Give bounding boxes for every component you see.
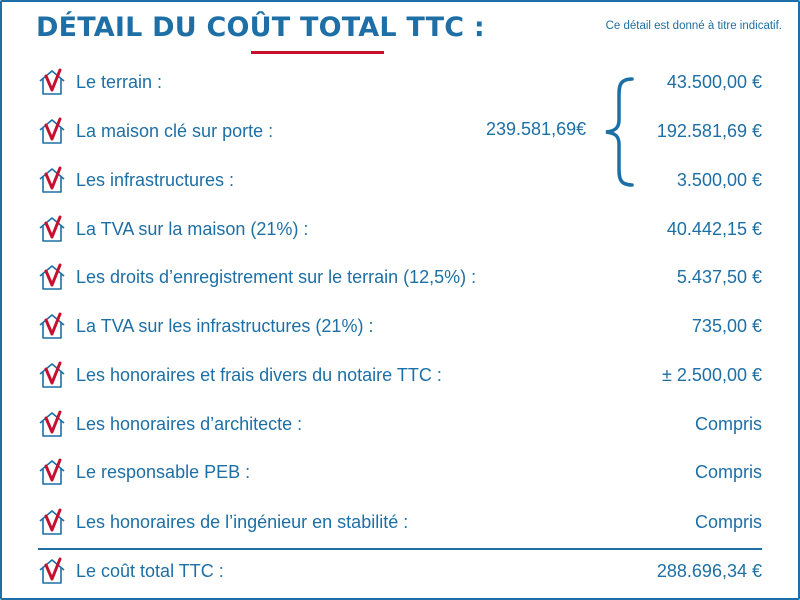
total-value: 288.696,34 €	[656, 560, 762, 581]
cost-row	[38, 409, 762, 439]
cost-label: La maison clé sur porte :	[76, 120, 274, 141]
house-check-icon	[38, 458, 66, 486]
cost-value: Compris	[694, 511, 762, 532]
cost-label: Les droits d’enregistrement sur le terrain (12,5%) :	[76, 266, 477, 287]
title-part-1: DÉTAIL DU COÛT	[36, 12, 300, 43]
cost-value: 40.442,15 €	[666, 218, 762, 239]
house-check-icon	[38, 508, 66, 536]
total-divider	[38, 548, 762, 550]
house-check-icon	[38, 312, 66, 340]
house-check-icon	[38, 361, 66, 389]
page-title	[36, 12, 485, 43]
cost-row	[38, 507, 762, 537]
cost-value: 43.500,00 €	[666, 71, 762, 92]
house-check-icon	[38, 410, 66, 438]
cost-value: ± 2.500,00 €	[662, 364, 762, 385]
title-part-3: :	[464, 12, 485, 43]
cost-row	[38, 311, 762, 341]
total-label: Le coût total TTC :	[76, 560, 224, 581]
cost-value: Compris	[694, 413, 762, 434]
cost-row	[38, 214, 762, 244]
title-underline	[251, 51, 384, 54]
disclaimer-note: Ce détail est donné à titre indicatif.	[605, 20, 782, 32]
cost-value: Compris	[694, 461, 762, 482]
cost-row	[38, 116, 762, 146]
cost-label: La TVA sur les infrastructures (21%) :	[76, 315, 374, 336]
cost-row	[38, 360, 762, 390]
total-row	[38, 556, 762, 586]
cost-value: 3.500,00 €	[676, 169, 762, 190]
house-check-icon	[38, 215, 66, 243]
cost-value: 735,00 €	[691, 315, 762, 336]
house-check-icon	[38, 263, 66, 291]
cost-row	[38, 262, 762, 292]
house-check-icon	[38, 557, 66, 585]
house-check-icon	[38, 117, 66, 145]
cost-value: 5.437,50 €	[676, 266, 762, 287]
subtotal-value: 239.581,69€	[486, 119, 587, 139]
cost-label: La TVA sur la maison (21%) :	[76, 218, 309, 239]
cost-row	[38, 457, 762, 487]
cost-value: 192.581,69 €	[656, 120, 762, 141]
house-check-icon	[38, 68, 66, 96]
house-check-icon	[38, 166, 66, 194]
cost-label: Les honoraires et frais divers du notaire TTC :	[76, 364, 442, 385]
cost-label: Les infrastructures :	[76, 169, 235, 190]
cost-label: Le terrain :	[76, 71, 163, 92]
cost-label: Les honoraires de l’ingénieur en stabilité :	[76, 511, 409, 532]
cost-row	[38, 67, 762, 97]
cost-label: Les honoraires d’architecte :	[76, 413, 303, 434]
cost-label: Le responsable PEB :	[76, 461, 251, 482]
cost-row	[38, 165, 762, 195]
title-part-2: TOTAL TTC	[299, 12, 465, 43]
